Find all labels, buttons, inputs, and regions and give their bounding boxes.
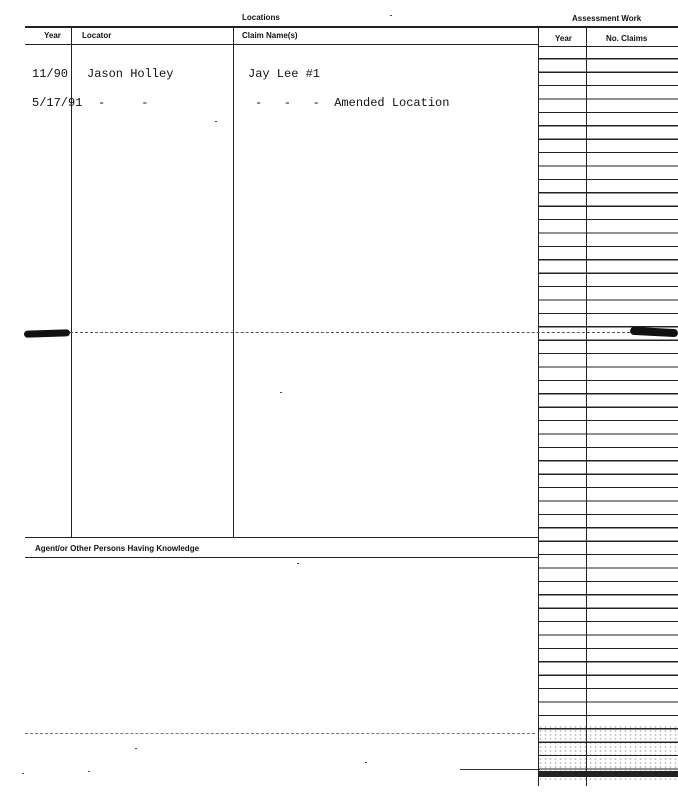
- row-1-locator: Jason Holley: [87, 67, 174, 81]
- row-2-locator: - -: [98, 96, 149, 110]
- agent-section-title: Agent/or Other Persons Having Knowledge: [35, 544, 200, 553]
- bottom-edge-mark: [460, 769, 540, 770]
- header-rule: [25, 44, 538, 45]
- left-smudge-mark: [24, 329, 70, 338]
- speck: [365, 762, 367, 763]
- speck: [280, 392, 282, 393]
- row-1-claim: Jay Lee #1: [248, 67, 321, 81]
- bottom-right-dark-band: [538, 771, 678, 777]
- speck: [390, 15, 392, 16]
- speck: [88, 771, 90, 772]
- year-column-header: Year: [44, 31, 61, 40]
- row-1-year: 11/90: [32, 67, 69, 81]
- assessment-claims-column-header: No. Claims: [606, 34, 648, 43]
- speck: [22, 773, 24, 774]
- fold-dashed-line: [70, 332, 630, 334]
- row-2-year: 5/17/91: [32, 96, 83, 110]
- speck: [297, 563, 299, 564]
- locator-claims-divider: [233, 26, 234, 537]
- locations-section-title: Locations: [242, 13, 280, 22]
- row-2-claim: - - - Amended Location: [255, 96, 450, 110]
- assessment-ledger-lines: [538, 46, 678, 772]
- locations-bottom-rule: [25, 537, 538, 538]
- assessment-work-section-title: Assessment Work: [572, 14, 642, 23]
- claim-names-column-header: Claim Name(s): [242, 31, 298, 40]
- locator-column-header: Locator: [82, 31, 112, 40]
- speck: [135, 748, 137, 749]
- top-rule: [25, 26, 678, 28]
- assessment-year-column-header: Year: [555, 34, 572, 43]
- bottom-dashed-line: [25, 733, 535, 735]
- agent-header-rule: [25, 557, 538, 558]
- speck: [215, 121, 217, 122]
